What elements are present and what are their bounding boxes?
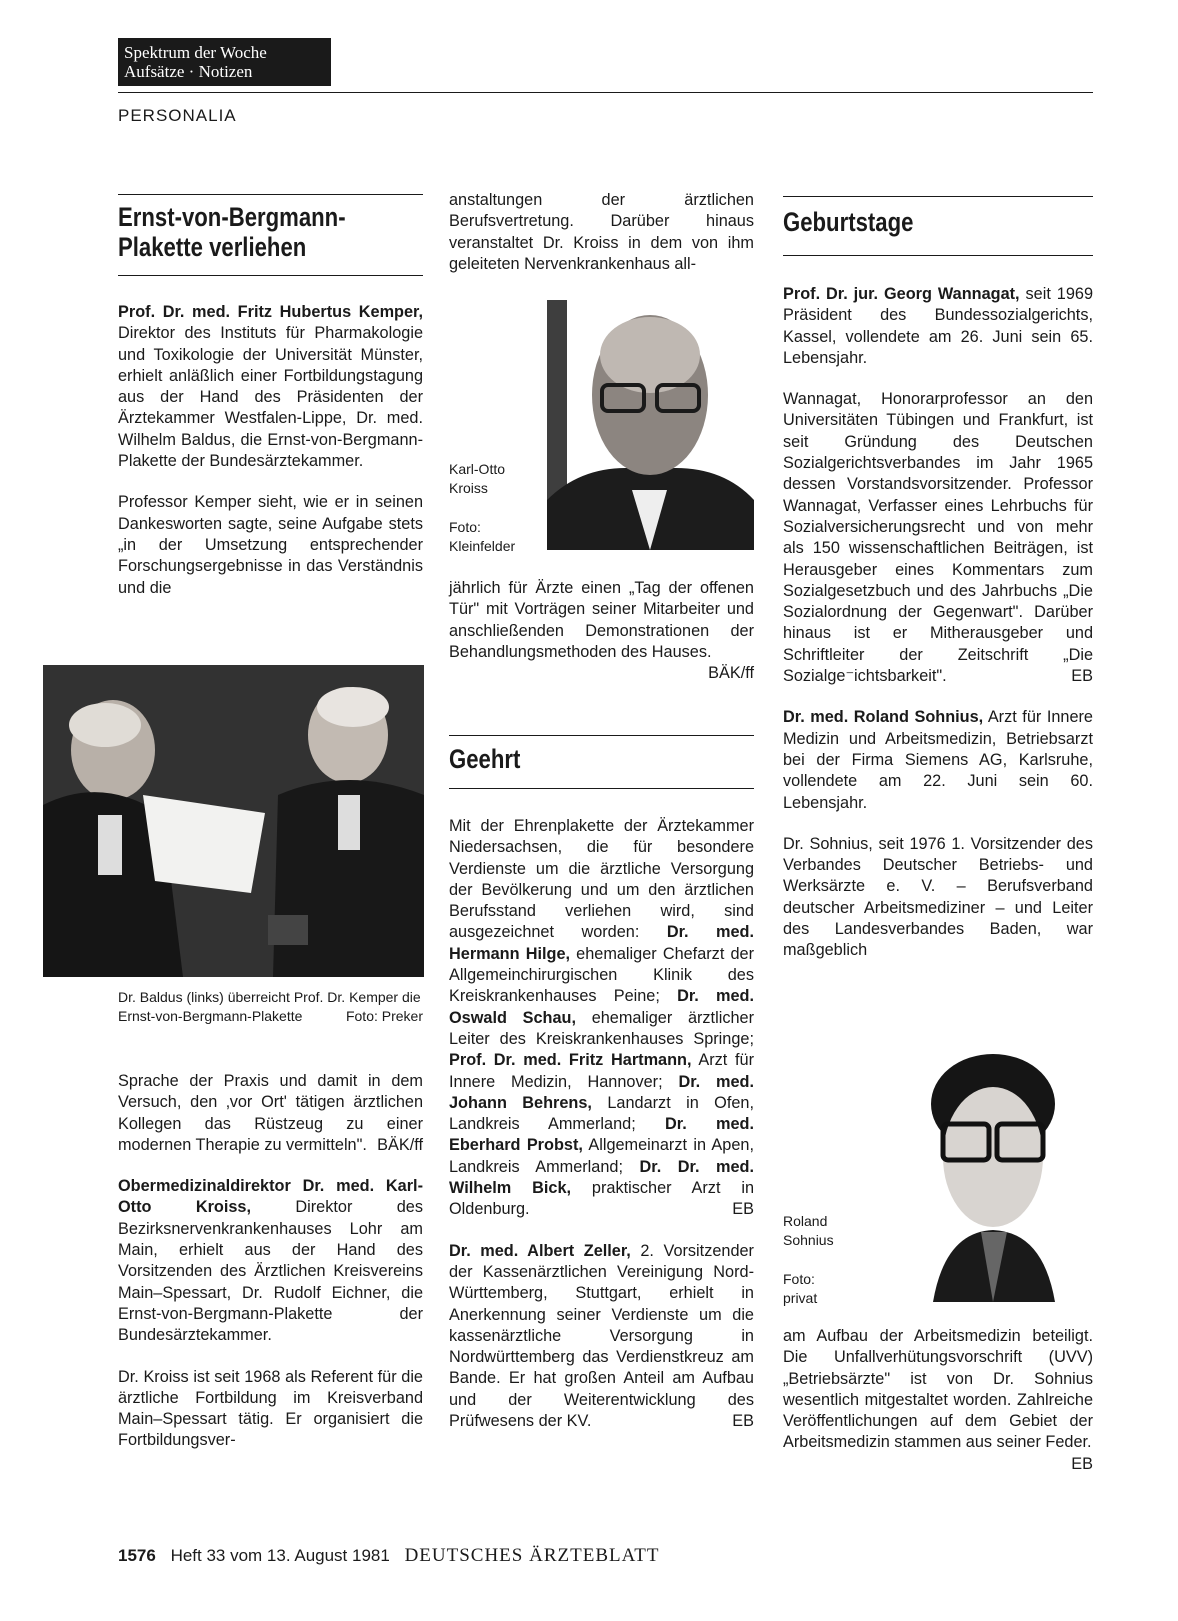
caption-name: Sohnius: [783, 1232, 834, 1248]
issue-info: Heft 33 vom 13. August 1981: [170, 1546, 390, 1565]
col2-text-mid: [449, 578, 754, 684]
paragraph-text: Landarzt in Ofen, Landkreis Ammerland;: [449, 1093, 754, 1134]
name-kroiss: Obermedizinaldirektor Dr. med. Karl-Otto Kroiss,: [118, 1177, 423, 1217]
caption-name: Kroiss: [449, 480, 488, 496]
col2-geehrt-rule-bottom: [449, 788, 754, 789]
name-kemper: Prof. Dr. med. Fritz Hubertus Kemper,: [118, 303, 423, 321]
col3-top-rule: [783, 196, 1093, 197]
paragraph-ehrenplakette: [449, 816, 754, 1221]
paragraph-kroiss-referent: Dr. Kroiss ist seit 1968 als Referent für die ärztliche Fortbildung im Kreisverband Main–Spessart tätig. Er organisiert die Fortbildungsver-: [118, 1367, 423, 1450]
paragraph-kemper-end: [118, 1071, 423, 1156]
portrait-kroiss: [547, 300, 754, 550]
signature: EB: [1071, 667, 1093, 686]
paragraph-text: Sprache der Praxis und damit in dem Versuch, den ‚vor Ort' tätigen ärztlichen Kollegen das Rüstzeug zu einer modernen Therapie zu vermitteln".: [118, 1072, 423, 1154]
photo-caption-kroiss: [449, 460, 539, 556]
headline-geburtstage: Geburtstage: [783, 207, 914, 237]
col1-text-top: [118, 302, 423, 619]
col1-text-bottom: [118, 1071, 423, 1472]
name-schau: Dr. med. Oswald Schau,: [449, 987, 754, 1027]
col2-text-bottom: [449, 816, 754, 1452]
photo-award-ceremony: [43, 665, 424, 977]
headline-line-1: Ernst-von-Bergmann-: [118, 202, 346, 232]
paragraph-text: ehemaliger Chefarzt der Allgemeinchirurgischen Klinik des Kreiskrankenhauses Peine;: [449, 944, 754, 1006]
page-footer: [118, 1545, 659, 1567]
paragraph-kemper-quote: Professor Kemper sieht, wie er in seinen Dankesworten sagte, seine Aufgabe stets „in der Umsetzung entsprechender Forschungsergebnisse in das Verständnis und die: [118, 493, 423, 597]
headline-line-2: Plakette verliehen: [118, 232, 307, 262]
paragraph-text: Direktor des Bezirksnervenkrankenhauses Lohr am Main, erhielt aus der Hand des Vorsitzenden des Ärztlichen Kreisvereins Main–Spessart, Dr. Rudolf Eichner, die Ernst-von-Bergmann-Plakette der Bundesärztekammer.: [118, 1198, 423, 1345]
headline-geehrt: Geehrt: [449, 744, 521, 774]
signature: BÄK/ff: [708, 664, 754, 683]
photo-caption-baldus: [118, 988, 423, 1026]
caption-credit: Foto:: [783, 1271, 815, 1287]
paragraph-kroiss: [118, 1176, 423, 1346]
name-bick: Dr. Dr. med. Wilhelm Bick,: [449, 1157, 754, 1198]
masthead: [118, 38, 331, 86]
photo-kroiss: [547, 300, 754, 550]
section-label: PERSONALIA: [118, 106, 237, 125]
caption-credit: Kleinfelder: [449, 538, 516, 554]
caption-text: Dr. Baldus (links) überreicht Prof. Dr. Kemper die Ernst-von-Bergmann-Plakette: [118, 989, 421, 1024]
masthead-line-1: Spektrum der Woche: [124, 43, 267, 62]
paragraph-kemper: [118, 302, 423, 472]
name-sohnius: Dr. med. Roland Sohnius,: [783, 708, 984, 727]
name-hilge: Dr. med. Hermann Hilge,: [449, 923, 754, 963]
photo-caption-sohnius: [783, 1212, 873, 1308]
paragraph-text: 2. Vorsitzender der Kassenärztlichen Vereinigung Nord-Württemberg, Stuttgart, erhielt in Anerkennung seiner Verdienste um die kassenärztliche Versorgung in Nordwürttemberg das Verdienstkreuz am Bande. Er hat großen Anteil am Aufbau und der Weiterentwicklung des Prüfwesens der KV.: [449, 1241, 754, 1431]
caption-credit: Foto:: [449, 519, 481, 535]
caption-name: Roland: [783, 1213, 828, 1229]
photo-credit: Foto: Preker: [345, 1008, 423, 1024]
signature: BÄK/ff: [377, 1135, 423, 1154]
paragraph-wannagat: [783, 284, 1093, 369]
paragraph-sohnius-end: [783, 1326, 1093, 1473]
paragraph-text: jährlich für Ärzte einen „Tag der offenen Tür" mit Vorträgen seiner Mitarbeiter und anschließenden Demonstrationen der Behandlungsmethoden des Hauses.: [449, 579, 754, 661]
name-zeller: Dr. med. Albert Zeller,: [449, 1241, 631, 1260]
page-number: 1576: [118, 1546, 156, 1565]
paragraph-sohnius: [783, 707, 1093, 813]
paragraph-text: ehemaliger ärztlicher Leiter des Kreiskrankenhauses Springe;: [449, 1008, 754, 1048]
paragraph-zeller: [449, 1241, 754, 1433]
paragraph-text: Direktor des Instituts für Pharmakologie und Toxikologie der Universität Münster, erhielt anläßlich einer Fortbildungstagung aus der Hand des Präsidenten der Ärztekammer Westfalen-Lippe, Dr. med. Wilhelm Baldus, die Ernst-von-Bergmann-Plakette der Bundesärztekammer.: [118, 324, 423, 471]
caption-credit: privat: [783, 1290, 818, 1306]
paragraph-text: Mit der Ehrenplakette der Ärztekammer Niedersachsen, die für besondere Verdienste um die ärztliche Versorgung der Bevölkerung und um den ärztlichen Berufsstand verliehen wird, sind ausgezeichnet worden:: [449, 817, 754, 942]
paragraph-wannagat-bio: [783, 389, 1093, 687]
photo-sohnius: [925, 1052, 1061, 1302]
masthead-rule: [118, 92, 1093, 93]
col1-headline-rule: [118, 275, 423, 276]
paragraph-text: Allgemeinarzt in Apen, Landkreis Ammerland;: [449, 1136, 754, 1176]
signature: EB: [732, 1412, 754, 1431]
paragraph-text: praktischer Arzt in Oldenburg.: [449, 1179, 754, 1219]
col3-text-bottom: [783, 1326, 1093, 1475]
headline-plakette: [118, 202, 396, 262]
name-wannagat: Prof. Dr. jur. Georg Wannagat,: [783, 285, 1020, 303]
col1-top-rule: [118, 194, 423, 195]
paragraph-text: seit 1969 Präsident des Bundessozialgerichts, Kassel, vollendete am 26. Juni sein 65. Lebensjahr.: [783, 285, 1093, 367]
paragraph-tag-der-offenen-tuer: [449, 578, 754, 683]
paragraph-text: Arzt für Innere Medizin und Arbeitsmedizin, Betriebsarzt bei der Firma Siemens AG, Karlsruhe, vollendete am 22. Juni sein 60. Lebensjahr.: [783, 708, 1093, 812]
portrait-sohnius: [925, 1052, 1061, 1302]
col2-text-top: anstaltungen der ärztlichen Berufsvertretung. Darüber hinaus veranstaltet Dr. Kroiss in dem von ihm geleiteten Nervenkrankenhaus all-: [449, 191, 754, 273]
caption-name: Karl-Otto: [449, 461, 506, 477]
name-hartmann: Prof. Dr. med. Fritz Hartmann,: [449, 1051, 692, 1070]
paragraph-sohnius-bio: Dr. Sohnius, seit 1976 1. Vorsitzender des Verbandes Deutscher Betriebs- und Werksärzte e. V. – Berufsverband deutscher Arbeitsmediziner – und Leiter des Landesverbandes Baden, war maßgeblich: [783, 834, 1093, 960]
masthead-line-2: Aufsätze · Notizen: [124, 62, 253, 81]
name-probst: Dr. med. Eberhard Probst,: [449, 1115, 754, 1155]
col3-headline-rule: [783, 255, 1093, 256]
photo-baldus-kemper: [43, 665, 424, 977]
paragraph-text: am Aufbau der Arbeitsmedizin beteiligt. Die Unfallverhütungsvorschrift (UVV) „Betriebsärzte" ist von Dr. Sohnius wesentlich mitgestaltet worden. Zahlreiche Veröffentlichungen auf dem Gebiet der Arbeitsmedizin stammen aus seiner Feder.: [783, 1327, 1093, 1452]
signature: EB: [1071, 1454, 1093, 1473]
col2-geehrt-rule: [449, 735, 754, 736]
col3-text-top: [783, 284, 1093, 982]
signature: EB: [732, 1200, 754, 1219]
paragraph-text: Arzt für Innere Medizin, Hannover;: [449, 1051, 754, 1091]
publication-name: DEUTSCHES ÄRZTEBLATT: [404, 1545, 660, 1566]
name-behrens: Dr. med. Johann Behrens,: [449, 1072, 754, 1112]
paragraph-text: Wannagat, Honorarprofessor an den Universitäten Tübingen und Frankfurt, ist seit Gründung des Deutschen Sozialgerichtsverbandes im Jahr 1965 dessen Vorstandsvorsitzender. Professor Wannagat, Verfasser eines Lehrbuchs für Sozialversicherungsrecht und von mehr als 150 wissenschaftlichen Beiträgen, ist Herausgeber eines Kommentars zum Sozialgesetzbuch und des Jahrbuchs „Die Sozialordnung der Gegenwart". Darüber hinaus ist er Mitherausgeber und Schriftleiter der Zeitschrift „Die Sozialge⁻ichtsbarkeit".: [783, 390, 1093, 686]
